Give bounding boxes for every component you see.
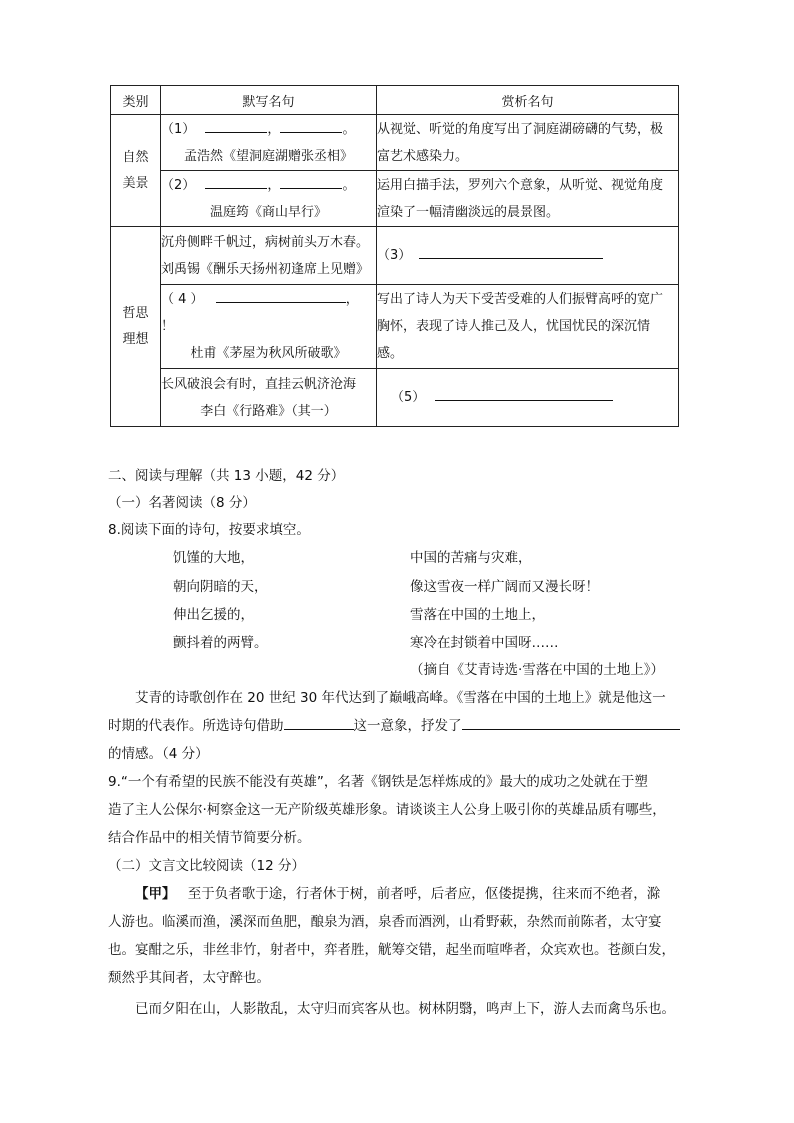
poem-author: 刘禹锡《酬乐天扬州初逢席上见赠》: [161, 261, 370, 277]
question-9: 造了主人公保尔·柯察金这一无产阶级英雄形象。请谈谈主人公身上吸引你的英雄品质有哪些，: [108, 802, 666, 818]
dictation-cell-5: [161, 369, 377, 427]
classical-line: 也。宴酣之乐，非丝非竹，射者中，弈者胜，觥筹交错，起坐而喧哗者，众宾欢也。苍颜白发，: [108, 942, 675, 958]
category-philosophy: [111, 227, 161, 427]
section-heading: 二、阅读与理解（共 13 小题，42 分）: [108, 468, 345, 484]
category-text: 美景: [122, 175, 149, 191]
table-header-row: [111, 86, 679, 115]
q8-text: 时期的代表作。所选诗句借助: [108, 718, 284, 734]
q8-paragraph: [108, 714, 680, 734]
category-text: 理想: [122, 331, 149, 347]
header-dictation: 默写名句: [161, 86, 377, 115]
answer-blank[interactable]: [462, 715, 680, 730]
poem-line-left: 颤抖着的两臂。: [173, 635, 268, 651]
appreciation-cell-2: [377, 171, 679, 227]
punct: 。: [342, 121, 356, 137]
blank-number: （1）: [161, 121, 196, 137]
poem-line-right: 中国的苦痛与灾难，: [410, 550, 532, 566]
poem-line: 沉舟侧畔千帆过，病树前头万木春。: [161, 234, 370, 250]
poem-author: 李白《行路难》（其一）: [200, 403, 337, 419]
classical-line: 颓然乎其间者，太守醉也。: [108, 970, 270, 986]
answer-blank[interactable]: [216, 288, 346, 303]
dictation-cell-4: [161, 285, 377, 369]
table-row: [111, 115, 679, 171]
appreciation-cell-5: [377, 369, 679, 427]
appreciation-text: 渲染了一幅清幽淡远的晨景图。: [377, 204, 560, 220]
blank-number: （3）: [377, 248, 412, 263]
poem-line-right: 雪落在中国的土地上，: [410, 607, 545, 623]
blank-number: （2）: [161, 177, 196, 193]
appreciation-text: 富艺术感染力。: [377, 148, 469, 164]
question-8: 8.阅读下面的诗句，按要求填空。: [108, 522, 310, 538]
appreciation-text: 运用白描手法，罗列六个意象，从听觉、视觉角度: [377, 177, 664, 193]
table-row: [111, 369, 679, 427]
header-category: 类别: [111, 86, 161, 115]
appreciation-text: 胸怀，表现了诗人推己及人，忧国忧民的深沉情: [377, 319, 651, 334]
dictation-cell-3: [161, 227, 377, 285]
blank-number: （5）: [391, 390, 426, 405]
appreciation-cell-1: [377, 115, 679, 171]
answer-blank[interactable]: [280, 174, 342, 189]
part-heading: （一）名著阅读（8 分）: [108, 495, 256, 511]
poem-line-left: 朝向阴暗的天，: [173, 579, 268, 595]
punct: ，: [267, 177, 281, 193]
classical-line: 已而夕阳在山，人影散乱，太守归而宾客从也。树林阴翳，鸣声上下，游人去而禽鸟乐也。: [135, 1001, 675, 1017]
category-text: 自然: [122, 149, 149, 165]
appreciation-cell-4: [377, 285, 679, 369]
classical-text: [135, 882, 660, 902]
poem-author: 孟浩然《望洞庭湖赠张丞相》: [183, 148, 353, 164]
answer-blank[interactable]: [284, 715, 354, 730]
question-9: 9.“一个有希望的民族不能没有英雄”，名著《钢铁是怎样炼成的》最大的成功之处就在于塑: [108, 774, 648, 790]
punct: ！: [161, 319, 175, 334]
q8-paragraph: 艾青的诗歌创作在 20 世纪 30 年代达到了巅峨高峰。《雪落在中国的土地上》就是他这一: [135, 690, 666, 706]
answer-blank[interactable]: [435, 386, 613, 401]
classical-line: 人游也。临溪而渔，溪深而鱼肥，酿泉为酒，泉香而酒洌，山肴野蔌，杂然而前陈者，太守宴: [108, 914, 662, 930]
answer-blank[interactable]: [205, 118, 267, 133]
question-9: 结合作品中的相关情节简要分析。: [108, 830, 311, 846]
poem-line-left: 伸出乞援的，: [173, 607, 254, 623]
table-row: [111, 171, 679, 227]
dictation-cell-1: [161, 115, 377, 171]
poem-source: （摘自《艾青诗选·雪落在中国的土地上》）: [410, 662, 665, 678]
category-nature: [111, 115, 161, 227]
category-text: 哲思: [122, 305, 149, 321]
poem-line-left: 饥馑的大地，: [173, 550, 254, 566]
header-appreciation: 赏析名句: [377, 86, 679, 115]
appreciation-text: 写出了诗人为天下受苦受难的人们振臂高呼的宽广: [377, 292, 664, 307]
classical-line: 至于负者歌于途，行者休于树，前者呼，后者应，伛偻提携，往来而不绝者，滁: [187, 886, 661, 902]
part-heading: （二）文言文比较阅读（12 分）: [108, 858, 305, 874]
dictation-cell-2: [161, 171, 377, 227]
appreciation-text: 从视觉、听觉的角度写出了洞庭湖磅礴的气势，极: [377, 121, 664, 137]
punct: ，: [267, 121, 281, 137]
poem-line-right: 像这雪夜一样广阔而又漫长呀！: [410, 579, 599, 595]
q8-paragraph: 的情感。（4 分）: [108, 746, 209, 762]
appreciation-text: 感。: [377, 346, 404, 361]
jia-label: 【甲】: [135, 886, 176, 902]
blank-number: （ 4 ）: [161, 292, 204, 307]
poetry-table: [110, 85, 679, 427]
answer-blank[interactable]: [419, 244, 603, 259]
answer-blank[interactable]: [205, 174, 267, 189]
poem-line-right: 寒冷在封锁着中国呀……: [410, 635, 559, 651]
poem-author: 杜甫《茅屋为秋风所破歌》: [190, 346, 347, 361]
appreciation-cell-3: [377, 227, 679, 285]
answer-blank[interactable]: [280, 118, 342, 133]
poem-line: 长风破浪会有时，直挂云帆济沧海: [161, 376, 357, 392]
punct: ，: [345, 292, 359, 307]
table-row: [111, 227, 679, 285]
table-row: [111, 285, 679, 369]
punct: 。: [342, 177, 356, 193]
poem-author: 温庭筠《商山早行》: [209, 204, 327, 220]
q8-text: 这一意象，抒发了: [353, 718, 462, 734]
